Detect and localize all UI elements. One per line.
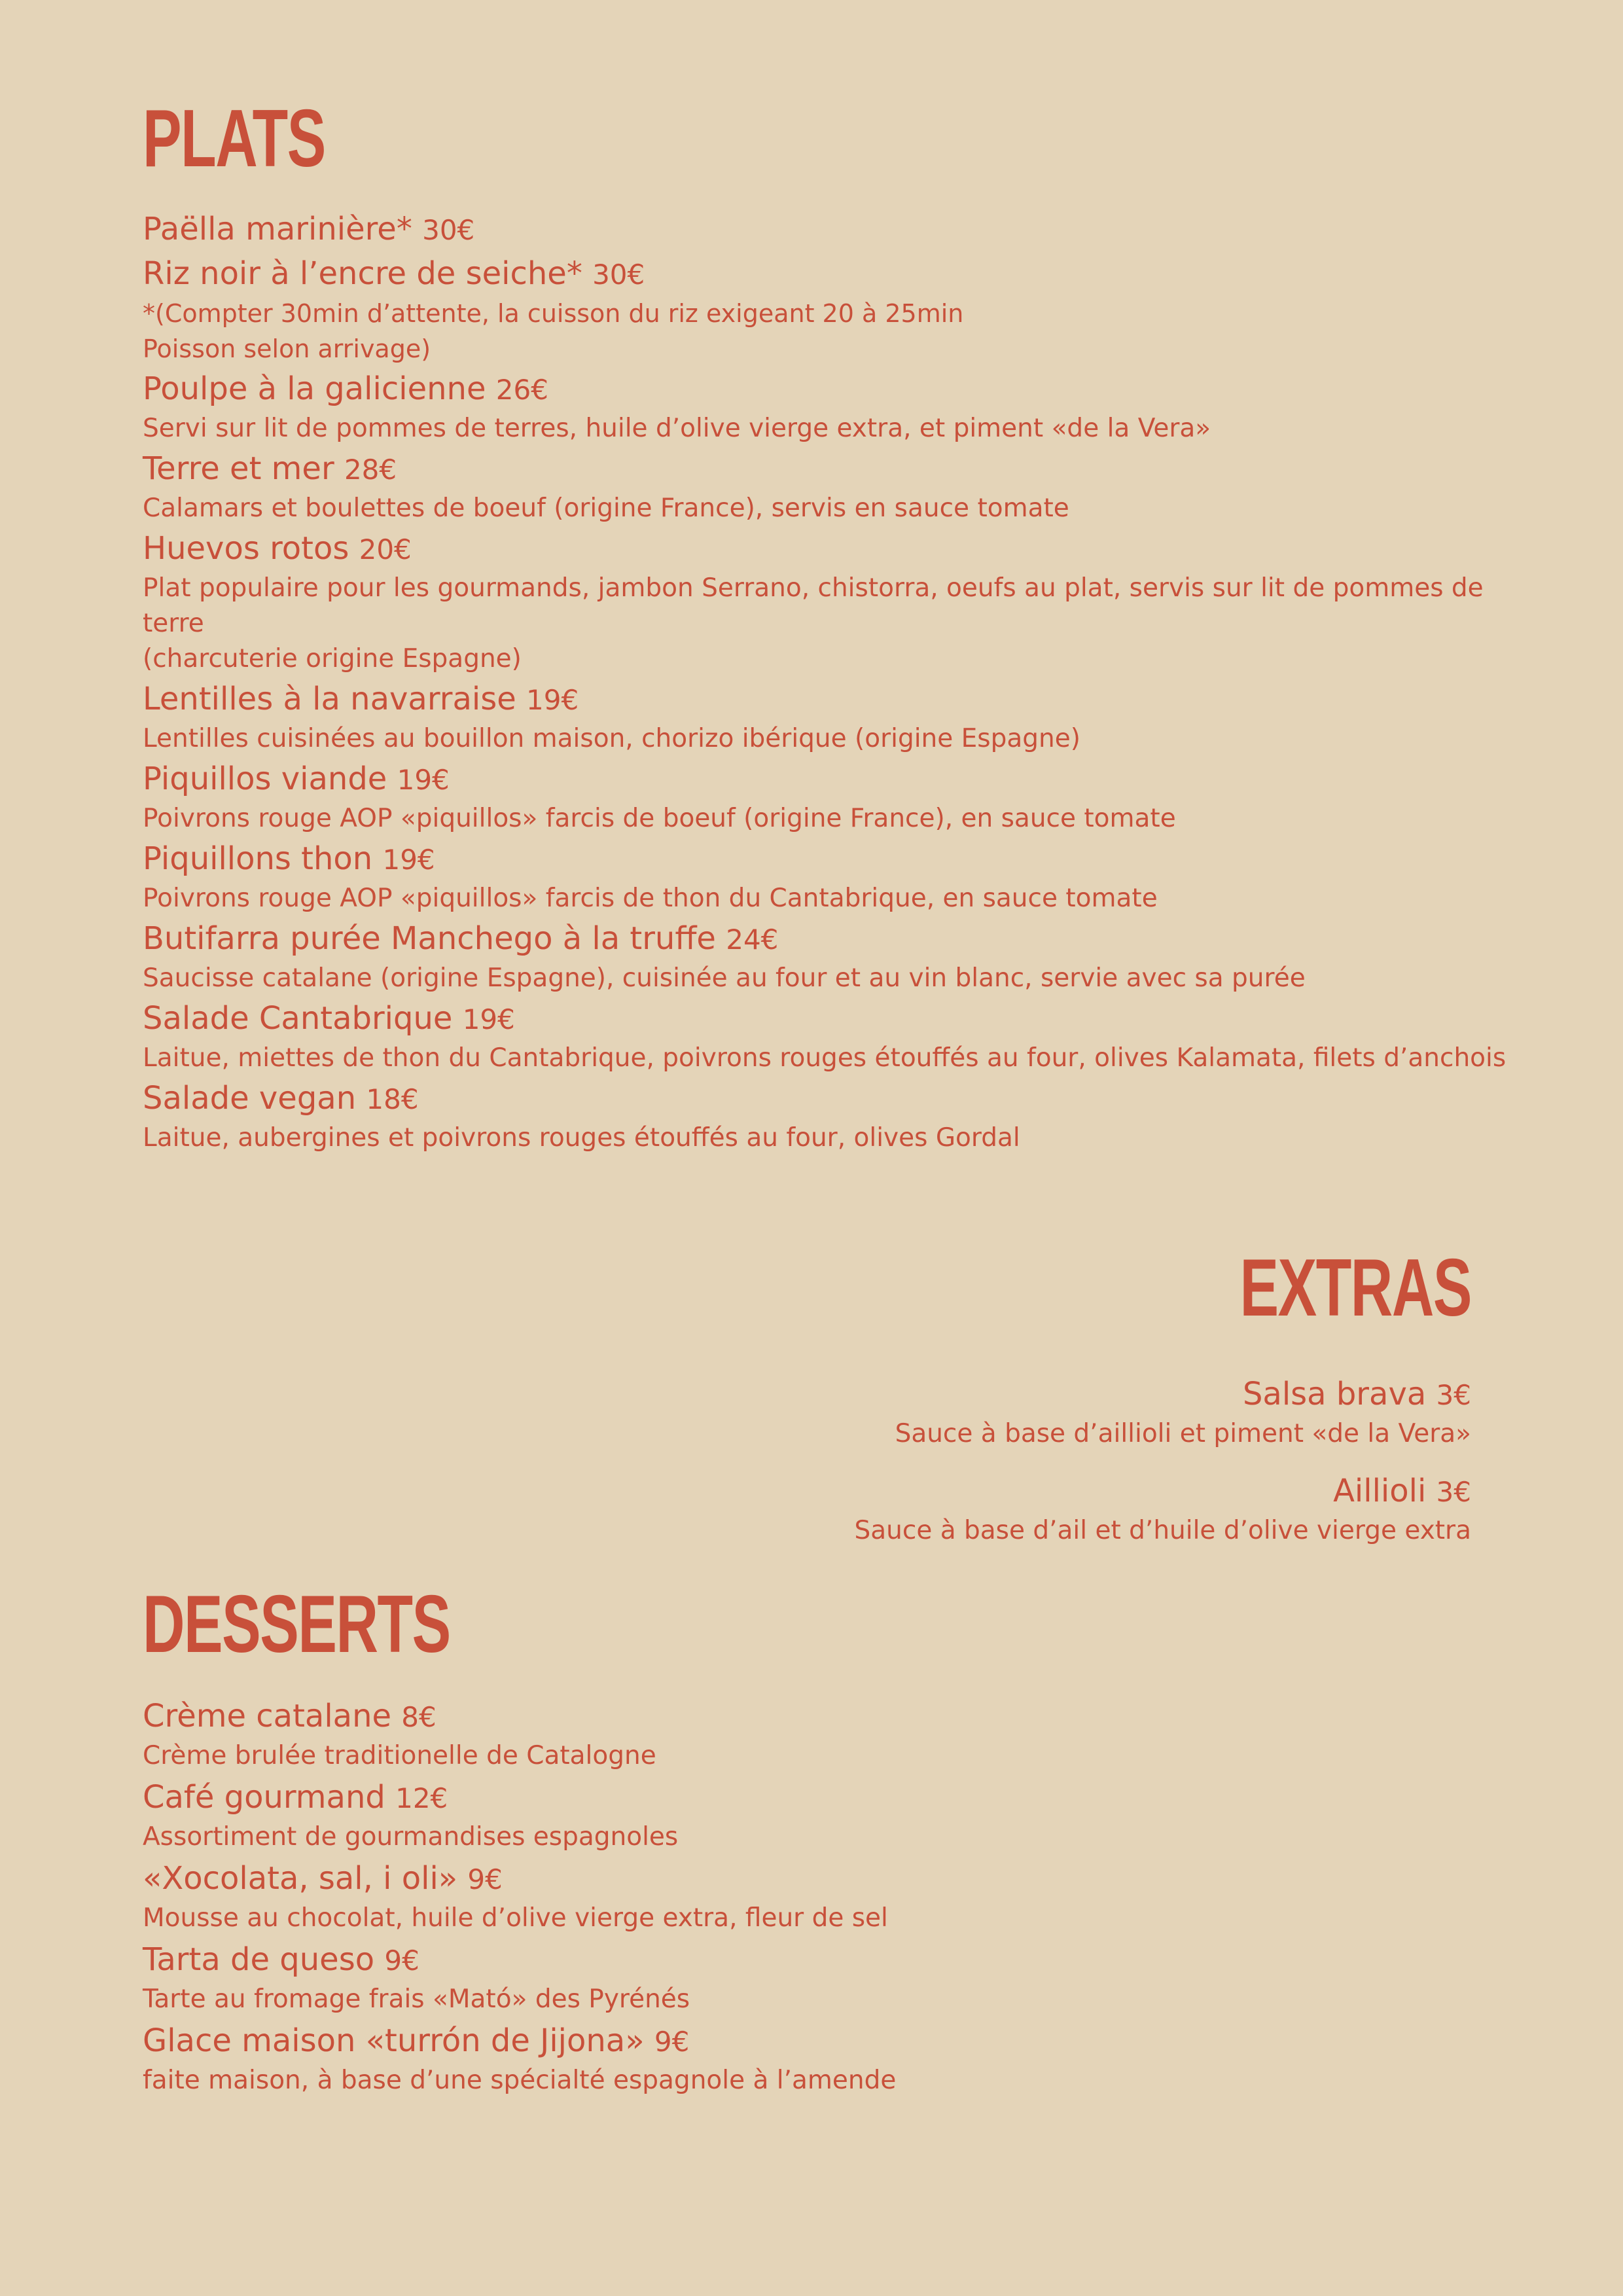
item-price: 19€ [526,684,579,716]
item-description: Lentilles cuisinées au bouillon maison, chorizo ibérique (origine Espagne) [143,724,1080,753]
item-note: Poisson selon arrivage) [143,334,431,363]
menu-item [143,208,1517,251]
item-price: 9€ [384,1945,419,1977]
item-description: Poivrons rouge AOP «piquillos» farcis de thon du Cantabrique, en sauce tomate [143,884,1158,913]
item-price: 12€ [395,1782,448,1814]
menu-item [686,1373,1471,1452]
item-name: Salade vegan [143,1080,357,1117]
item-price: 24€ [726,924,779,956]
menu-item [143,1077,1517,1156]
item-price: 19€ [382,844,435,876]
item-price: 19€ [462,1003,515,1035]
item-description: Servi sur lit de pommes de terres, huile d’olive vierge extra, et piment «de la Vera» [143,414,1211,443]
menu-item [143,1776,1321,1855]
item-description: Plat populaire pour les gourmands, jambon Serrano, chistorra, oeufs au plat, servis sur lit de pommes de terre [143,573,1484,638]
item-name: Lentilles à la navarraise [143,681,516,717]
item-name: Tarta de queso [143,1941,375,1978]
extras-section [686,1373,1471,1567]
desserts-section [143,1695,1321,2101]
item-name: Salade Cantabrique [143,1000,453,1037]
menu-item [143,918,1517,996]
menu-item [143,2020,1321,2098]
item-name: Piquillons thon [143,840,373,877]
item-price: 18€ [366,1083,419,1115]
item-description: Laitue, miettes de thon du Cantabrique, poivrons rouges étouffés au four, olives Kalamata, filets d’anchois [143,1043,1507,1073]
item-description: faite maison, à base d’une spécialté espagnole à l’amende [143,2066,897,2095]
item-price: 20€ [359,533,412,565]
item-description: (charcuterie origine Espagne) [143,644,522,673]
item-price: 28€ [344,454,397,486]
item-description: Sauce à base d’aillioli et piment «de la Vera» [895,1419,1471,1448]
item-price: 30€ [592,259,645,291]
menu-item [143,758,1517,836]
item-description: Crème brulée traditionelle de Catalogne [143,1741,656,1770]
menu-item [143,997,1517,1076]
item-description: Poivrons rouge AOP «piquillos» farcis de boeuf (origine France), en sauce tomate [143,804,1176,833]
item-name: Salsa brava [1242,1376,1427,1412]
item-name: «Xocolata, sal, i oli» [143,1860,458,1897]
item-name: Aillioli [1333,1473,1427,1509]
item-price: 3€ [1436,1379,1471,1411]
menu-item [143,253,1517,367]
item-description: Laitue, aubergines et poivrons rouges étouffés au four, olives Gordal [143,1123,1020,1153]
item-price: 3€ [1436,1476,1471,1508]
plats-section [143,208,1517,1157]
item-name: Café gourmand [143,1779,385,1816]
menu-item [143,368,1517,446]
item-name: Riz noir à l’encre de seiche* [143,255,582,292]
menu-item [143,1939,1321,2017]
item-name: Huevos rotos [143,530,349,567]
item-name: Glace maison «turrón de Jijona» [143,2022,645,2059]
item-price: 9€ [654,2026,690,2058]
menu-item [143,528,1517,677]
item-note: *(Compter 30min d’attente, la cuisson du riz exigeant 20 à 25min [143,299,964,328]
item-price: 8€ [401,1701,437,1733]
item-description: Saucisse catalane (origine Espagne), cuisinée au four et au vin blanc, servie avec sa purée [143,963,1306,993]
menu-item [143,1857,1321,1936]
menu-item [686,1470,1471,1549]
item-name: Paëlla marinière* [143,211,412,247]
item-name: Piquillos viande [143,761,387,797]
extras-heading: EXTRAS [1240,1243,1471,1333]
item-description: Sauce à base d’ail et d’huile d’olive vierge extra [854,1516,1471,1545]
desserts-heading: DESSERTS [143,1579,450,1670]
item-price: 26€ [495,374,548,406]
menu-item [143,448,1517,526]
plats-heading: PLATS [143,94,325,184]
item-description: Calamars et boulettes de boeuf (origine France), servis en sauce tomate [143,493,1069,523]
item-name: Butifarra purée Manchego à la truffe [143,920,716,957]
item-name: Terre et mer [143,450,334,487]
menu-item [143,678,1517,757]
item-price: 30€ [422,214,475,246]
menu-item [143,838,1517,916]
item-name: Poulpe à la galicienne [143,370,486,407]
item-description: Assortiment de gourmandises espagnoles [143,1822,679,1852]
menu-item [143,1695,1321,1774]
item-description: Tarte au fromage frais «Mató» des Pyrénés [143,1984,690,2014]
item-description: Mousse au chocolat, huile d’olive vierge extra, fleur de sel [143,1903,888,1933]
item-price: 9€ [467,1863,503,1895]
item-name: Crème catalane [143,1698,392,1734]
item-price: 19€ [397,764,450,796]
